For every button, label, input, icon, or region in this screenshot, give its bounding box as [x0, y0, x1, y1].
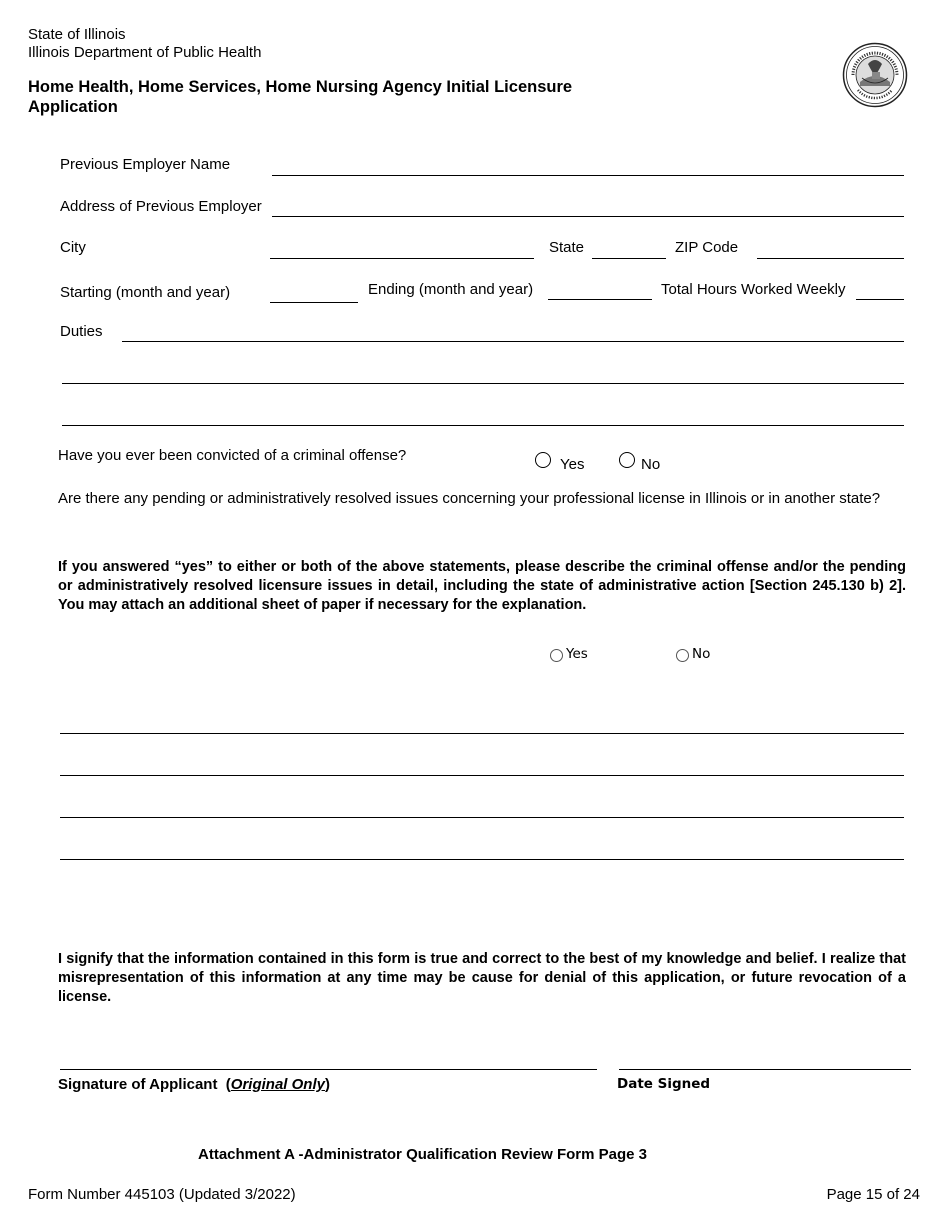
- zip-code-label: ZIP Code: [675, 239, 739, 256]
- previous-employer-address-field[interactable]: [272, 216, 904, 217]
- criminal-yes-label: Yes: [560, 456, 585, 473]
- state-label: State: [549, 239, 585, 256]
- criminal-no-radio[interactable]: [619, 452, 635, 468]
- signature-field[interactable]: [60, 1069, 597, 1070]
- total-hours-label: Total Hours Worked Weekly: [661, 281, 846, 298]
- duties-label: Duties: [60, 323, 103, 340]
- signature-label: Signature of Applicant (Original Only): [58, 1076, 330, 1093]
- date-signed-label: Date Signed: [617, 1076, 711, 1092]
- state-seal-logo: [842, 42, 908, 108]
- department-name: Illinois Department of Public Health: [28, 44, 262, 61]
- zip-code-field[interactable]: [757, 258, 904, 259]
- criminal-no-label: No: [641, 456, 661, 473]
- date-signed-field[interactable]: [619, 1069, 911, 1070]
- page-number: Page 15 of 24: [826, 1186, 920, 1203]
- ending-date-label: Ending (month and year): [368, 281, 534, 298]
- previous-employer-name-label: Previous Employer Name: [60, 156, 231, 173]
- pending-no-label: No: [692, 646, 711, 662]
- total-hours-field[interactable]: [856, 299, 904, 300]
- explanation-instructions: If you answered “yes” to either or both of the above statements, please describe the criminal offense and/or the pending or administratively resolved licensure issues in detail, including the state of administrative action [Section 245.130 b) 2]. You may attach an additional sheet of paper if necessary for the explanation.: [58, 559, 906, 613]
- pending-issues-question: Are there any pending or administratively resolved issues concerning your professional license in Illinois or in another state?: [58, 490, 881, 507]
- starting-date-field[interactable]: [270, 302, 358, 303]
- state-name: State of Illinois: [28, 26, 126, 43]
- pending-yes-radio[interactable]: [550, 649, 563, 662]
- form-title-line1: Home Health, Home Services, Home Nursing Agency Initial Licensure: [28, 78, 573, 96]
- previous-employer-address-label: Address of Previous Employer: [60, 198, 262, 215]
- pending-yes-label: Yes: [566, 646, 588, 662]
- explanation-line3[interactable]: [60, 817, 904, 818]
- attachment-caption: Attachment A -Administrator Qualification Review Form Page 3: [198, 1146, 647, 1163]
- form-number: Form Number 445103 (Updated 3/2022): [28, 1186, 296, 1203]
- explanation-line4[interactable]: [60, 859, 904, 860]
- duties-field-line2[interactable]: [62, 383, 904, 384]
- explanation-line1[interactable]: [60, 733, 904, 734]
- previous-employer-name-field[interactable]: [272, 175, 904, 176]
- city-label: City: [60, 239, 86, 256]
- duties-field-line1[interactable]: [122, 341, 904, 342]
- explanation-line2[interactable]: [60, 775, 904, 776]
- pending-no-radio[interactable]: [676, 649, 689, 662]
- city-field[interactable]: [270, 258, 534, 259]
- duties-field-line3[interactable]: [62, 425, 904, 426]
- form-title-line2: Application: [28, 98, 118, 116]
- ending-date-field[interactable]: [548, 299, 652, 300]
- attestation-statement: I signify that the information contained in this form is true and correct to the best of my knowledge and belief. I realize that misrepresentation of this information at any time may be cause for denial of this application, or future revocation of a license.: [58, 951, 906, 1005]
- criminal-yes-radio[interactable]: [535, 452, 551, 468]
- criminal-offense-question: Have you ever been convicted of a criminal offense?: [58, 447, 407, 464]
- signature-note: Original Only: [230, 1076, 325, 1093]
- state-field[interactable]: [592, 258, 666, 259]
- starting-date-label: Starting (month and year): [60, 284, 231, 301]
